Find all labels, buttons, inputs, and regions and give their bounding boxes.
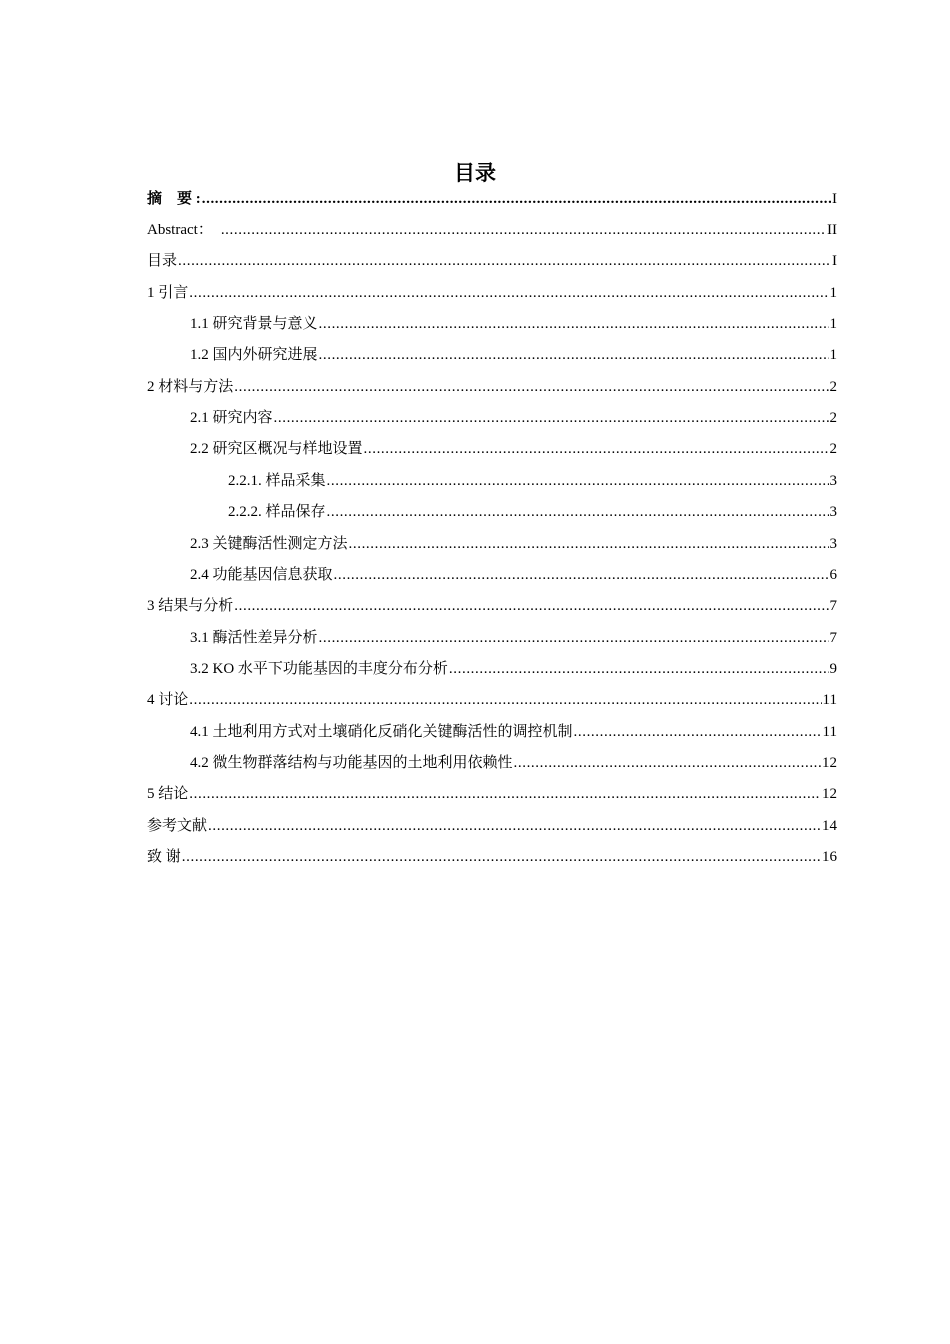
- toc-leader-dots: [208, 815, 821, 837]
- toc-entry-page: 9: [829, 661, 837, 677]
- toc-entry-page: 12: [822, 755, 837, 771]
- toc-entry-label: 1.2 国内外研究进展: [190, 347, 318, 363]
- toc-entry-page: 7: [829, 598, 837, 614]
- toc-entry-label: 2.2 研究区概况与样地设置: [190, 441, 363, 457]
- toc-entry-page: 2: [829, 441, 837, 457]
- toc-entry-label: 4 讨论: [147, 692, 189, 708]
- toc-entry-page: II: [827, 222, 837, 238]
- toc-entry-4-2[interactable]: [190, 752, 837, 774]
- toc-entry-label: 2.3 关键酶活性测定方法: [190, 536, 348, 552]
- toc-leader-dots: [234, 595, 828, 617]
- toc-entry-1-2[interactable]: [190, 344, 837, 366]
- toc-entry-page: 6: [829, 567, 837, 583]
- toc-entry-page: 2: [829, 410, 837, 426]
- toc-entry-label: 2 材料与方法: [147, 379, 234, 395]
- toc-entry-page: 12: [822, 786, 837, 802]
- toc-entry-label: 2.4 功能基因信息获取: [190, 567, 333, 583]
- toc-entry-abstract-cn[interactable]: [147, 188, 837, 210]
- toc-entry-page: I: [832, 253, 837, 269]
- toc-entry-2-2-2[interactable]: [228, 501, 837, 523]
- toc-entry-contents[interactable]: [147, 250, 837, 272]
- toc-entry-2-2[interactable]: [190, 438, 837, 460]
- toc-entry-label: 致 谢: [147, 849, 181, 865]
- toc-leader-dots: [327, 501, 829, 523]
- toc-entry-page: I: [832, 191, 837, 207]
- toc-leader-dots: [274, 407, 829, 429]
- toc-entry-acknowledgements[interactable]: [147, 846, 837, 868]
- toc-entry-ch4[interactable]: [147, 689, 837, 711]
- toc-entry-page: 16: [822, 849, 837, 865]
- toc-entry-3-2[interactable]: [190, 658, 837, 680]
- toc-entry-page: 11: [822, 724, 837, 740]
- toc-entry-label: 4.1 土地利用方式对土壤硝化反硝化关键酶活性的调控机制: [190, 724, 573, 740]
- toc-entry-2-1[interactable]: [190, 407, 837, 429]
- toc-entry-page: 3: [829, 473, 837, 489]
- toc-entry-label: 1.1 研究背景与意义: [190, 316, 318, 332]
- toc-entry-page: 7: [829, 630, 837, 646]
- toc-title: 目录: [454, 161, 496, 185]
- toc-leader-dots: [319, 313, 829, 335]
- toc-entry-label: 参考文献: [147, 818, 208, 834]
- toc-entry-page: 3: [829, 536, 837, 552]
- toc-leader-dots: [189, 783, 821, 805]
- toc-entry-2-3[interactable]: [190, 533, 837, 555]
- toc-entry-ch2[interactable]: [147, 376, 837, 398]
- toc-entry-abstract-en[interactable]: [147, 219, 837, 241]
- toc-entry-label: 摘 要 :: [147, 191, 201, 207]
- toc-entry-label: 目录: [147, 253, 178, 269]
- toc-entry-label: 1 引言: [147, 285, 189, 301]
- toc-entry-label: 2.1 研究内容: [190, 410, 273, 426]
- toc-entry-label: 2.2.2. 样品保存: [228, 504, 326, 520]
- toc-leader-dots: [327, 470, 829, 492]
- toc-entry-page: 3: [829, 504, 837, 520]
- toc-leader-dots: [319, 344, 829, 366]
- toc-entry-ch3[interactable]: [147, 595, 837, 617]
- toc-entry-3-1[interactable]: [190, 627, 837, 649]
- toc-leader-dots: [234, 376, 828, 398]
- toc-entry-label: 3 结果与分析: [147, 598, 234, 614]
- toc-leader-dots: [189, 282, 828, 304]
- toc-entry-label: 3.1 酶活性差异分析: [190, 630, 318, 646]
- toc-leader-dots: [574, 721, 822, 743]
- toc-entry-references[interactable]: [147, 815, 837, 837]
- toc-entry-label: 3.2 KO 水平下功能基因的丰度分布分析: [190, 661, 448, 677]
- toc-leader-dots: [202, 188, 831, 210]
- toc-entry-page: 11: [822, 692, 837, 708]
- toc-leader-dots: [182, 846, 821, 868]
- toc-leader-dots: [319, 627, 829, 649]
- toc-entry-label: 4.2 微生物群落结构与功能基因的土地利用依赖性: [190, 755, 513, 771]
- toc-entry-label: 2.2.1. 样品采集: [228, 473, 326, 489]
- toc-entry-page: 1: [829, 316, 837, 332]
- toc-leader-dots: [349, 533, 829, 555]
- toc-entry-label: Abstract：: [147, 222, 213, 238]
- toc-leader-dots: [189, 689, 821, 711]
- toc-leader-dots: [514, 752, 821, 774]
- toc-entry-4-1[interactable]: [190, 721, 837, 743]
- toc-entry-ch1[interactable]: [147, 282, 837, 304]
- toc-entry-1-1[interactable]: [190, 313, 837, 335]
- toc-entry-page: 14: [822, 818, 837, 834]
- toc-entry-page: 1: [829, 285, 837, 301]
- toc-entry-page: 2: [829, 379, 837, 395]
- toc-entry-ch5[interactable]: [147, 783, 837, 805]
- toc-leader-dots: [178, 250, 831, 272]
- toc-entry-2-2-1[interactable]: [228, 470, 837, 492]
- toc-entry-label: 5 结论: [147, 786, 189, 802]
- toc-entry-2-4[interactable]: [190, 564, 837, 586]
- toc-entry-page: 1: [829, 347, 837, 363]
- toc-leader-dots: [334, 564, 829, 586]
- toc-leader-dots: [364, 438, 829, 460]
- toc-leader-dots: [221, 219, 826, 241]
- toc-leader-dots: [449, 658, 829, 680]
